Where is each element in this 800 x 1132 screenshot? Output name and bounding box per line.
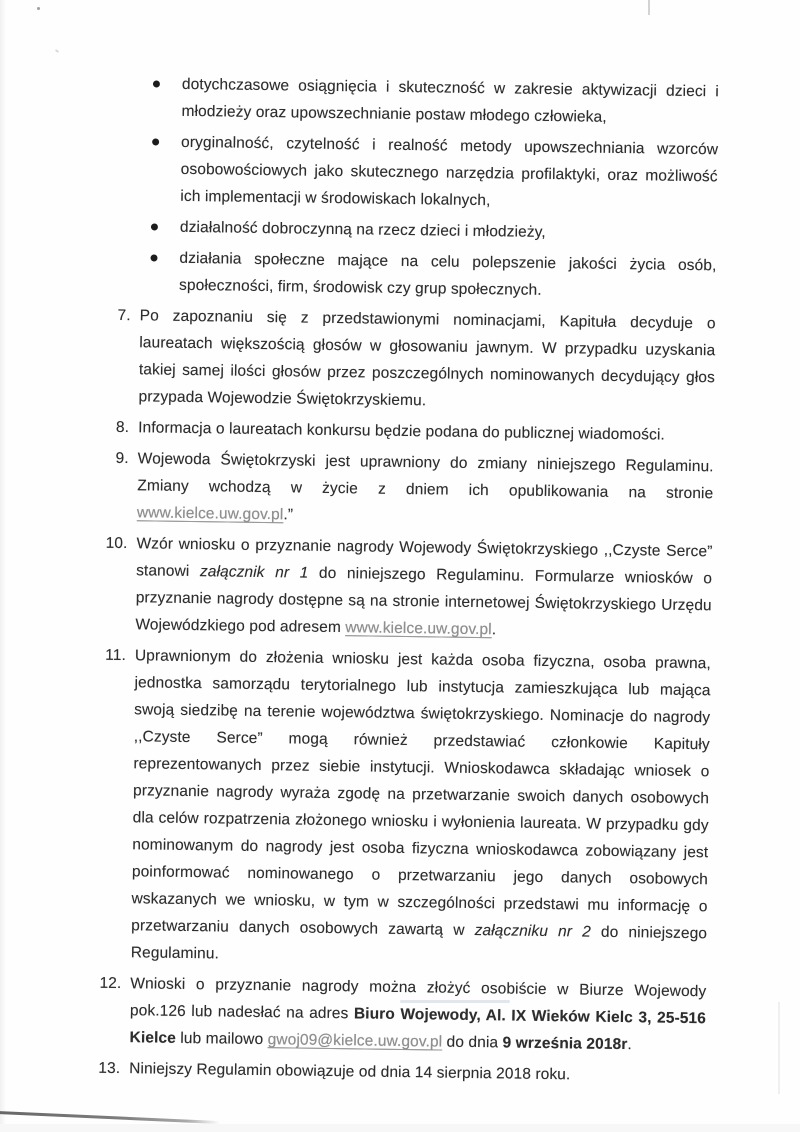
list-item-7 <box>102 302 715 419</box>
bullet-icon <box>153 80 160 87</box>
bullet-text: działalność dobroczynną na rzecz dzieci i młodzieży, <box>179 218 546 241</box>
list-item-13 <box>93 1055 705 1091</box>
item-number: 13. <box>98 1059 121 1078</box>
item-number: 11. <box>105 646 127 665</box>
list-item-9 <box>101 445 714 535</box>
item-number: 7. <box>117 306 131 325</box>
bullet-text: oryginalność, czytelność i realność metody upowszechniania wzorców osobowościowych jako skutecznego narzędzia profilaktyki, oraz możliwość ich implementacji w środowiskach lokalnych, <box>180 133 719 210</box>
kielce-uw-url-link: www.kielce.uw.gov.pl <box>136 504 284 524</box>
item-text: Wzór wniosku o przyznanie nagrody Wojewody Świętokrzyskiego ,,Czyste Serce” stanowi <box>136 535 713 581</box>
scan-top-right-mark <box>648 0 650 15</box>
item-number: 10. <box>105 534 128 553</box>
deadline-date: 9 września 2018r <box>502 1034 628 1054</box>
item-number: 12. <box>99 974 122 993</box>
list-item <box>104 244 717 307</box>
item-text: . <box>491 621 497 639</box>
scan-speck <box>55 49 59 53</box>
kielce-uw-url-link: www.kielce.uw.gov.pl <box>345 619 492 639</box>
regulation-numbered-list <box>93 302 716 1090</box>
list-item-10 <box>99 530 712 647</box>
bullet-text: działania społeczne mające na celu polepszenie jakości życia osób, społeczności, firm, środowisk czy grup społecznych. <box>179 249 717 299</box>
item-text: do niniejszego Regulaminu. <box>130 923 708 963</box>
scan-left-edge-shade <box>0 0 6 1132</box>
item-text: . <box>627 1036 632 1054</box>
item-text: Wnioski o przyznanie nagrody można złożyć osobiście w Biurze Wojewody pok.126 lub nadesłać na adres <box>129 975 707 1023</box>
item-text: .” <box>283 506 294 524</box>
item-text: lub mailowo <box>175 1029 268 1049</box>
list-item <box>105 128 718 218</box>
bullet-icon <box>151 223 158 230</box>
item-text: do dnia <box>442 1033 503 1052</box>
office-address: Biuro Wojewody, Al. IX Wieków Kielc 3, 25-516 Kielce <box>129 1005 707 1047</box>
item-number: 9. <box>115 449 129 468</box>
scan-bottom-strip <box>0 1124 800 1132</box>
item-text: Po zapoznaniu się z przedstawionymi nominacjami, Kapituła decyduje o laureatach większością głosów w głosowaniu jawnym. W przypadku uzyskania takiej samej ilości głosów przez poszczególnych nominowanych decydujący głos przypada Wojewodzie Świętokrzyskiemu. <box>138 307 716 410</box>
item-text: Uprawnionym do złożenia wniosku jest każda osoba fizyczna, osoba prawna, jednostka samorządu terytorialnego lub instytucja zamieszkująca lub mająca swoją siedzibę na terenie województwa świętokrzyskiego. Nominacje do nagrody ,,Czyste Serce” mogą również przedstawiać członkowie Kapituły reprezentowanych przez siebie instytucji. Wnioskodawca składając wniosek o przyznanie nagrody wyraża zgodę na przetwarzanie swoich danych osobowych dla celów rozpatrzenia złożonego wniosku i wyłonienia laureata. W przypadku gdy nominowanym do nagrody jest osoba fizyczna wnioskodawca zobowiązany jest poinformować nominowanego o przetwarzaniu jego danych osobowych wskazanych we wniosku, w tym w szczególności przedstawi mu informację o przetwarzaniu danych osobowych zawartą w <box>131 647 712 939</box>
list-item-12 <box>93 970 706 1060</box>
item-number: 8. <box>115 418 130 437</box>
scan-speck <box>37 7 40 10</box>
item-text: Wojewoda Świętokrzyski jest uprawniony do zmiany niniejszego Regulaminu. Zmiany wchodzą w życie z dniem ich opublikowania na stronie <box>137 450 714 503</box>
document-body <box>93 70 719 1094</box>
item-text: Niniejszy Regulamin obowiązuje od dnia 14 sierpnia 2018 roku. <box>129 1060 571 1084</box>
list-item-11 <box>95 642 711 975</box>
attachment-2-reference: załączniku nr 2 <box>474 921 591 941</box>
list-item-8 <box>102 414 714 450</box>
item-text: Informacja o laureatach konkursu będzie podana do publicznej wiadomości. <box>138 419 665 444</box>
scan-right-edge-line <box>778 1002 780 1094</box>
criteria-bullet-list <box>104 70 719 307</box>
item-text: do niniejszego Regulaminu. Formularze wniosków o przyznanie nagrody dostępne są na stronie internetowej Świętokrzyskiego Urzędu Wojewódzkiego pod adresem <box>135 564 713 637</box>
bullet-icon <box>152 138 159 145</box>
email-link: gwoj09@kielce.uw.gov.pl <box>267 1031 443 1051</box>
attachment-1-reference: załącznik nr 1 <box>199 563 309 582</box>
scan-bottom-page-edge-line <box>0 1111 220 1124</box>
bullet-text: dotychczasowe osiągnięcia i skuteczność w zakresie aktywizacji dzieci i młodzieży oraz upowszechnianie postaw młodego człowieka, <box>181 75 719 126</box>
list-item <box>106 70 719 133</box>
list-item <box>105 213 717 249</box>
bullet-icon <box>150 254 157 261</box>
